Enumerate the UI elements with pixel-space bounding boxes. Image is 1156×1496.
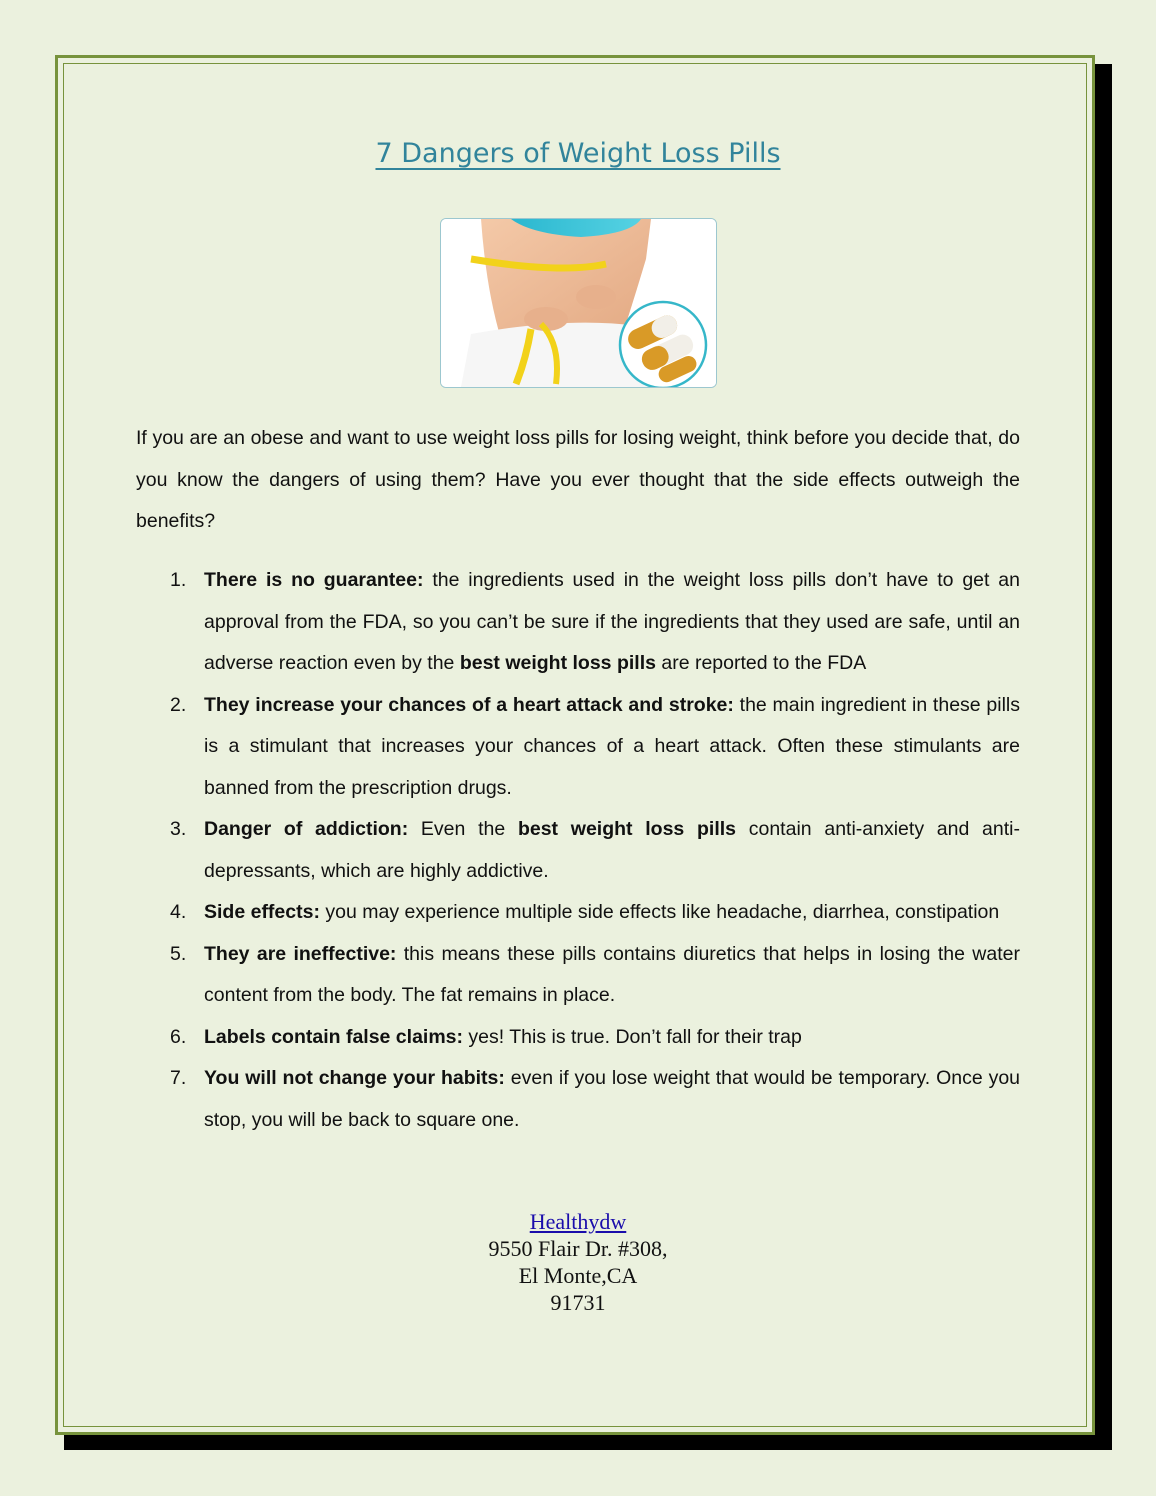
list-item: 4. Side effects: you may experience multiple side effects like headache, diarrhea, constipation — [170, 901, 1000, 923]
list-item: 1. There is no guarantee: the ingredients used in the weight loss pills don’t have to get an approval from the FDA, so you can’t be sure if the ingredients that they used are safe, until an adverse reaction even by the best weight loss pills are reported to the FDA — [170, 569, 1020, 674]
healthydw-link[interactable]: Healthydw — [529, 1209, 627, 1234]
address-line-1: 9550 Flair Dr. #308, — [488, 1236, 668, 1261]
zip-code: 91731 — [550, 1290, 606, 1315]
list-item: 2. They increase your chances of a heart attack and stroke: the main ingredient in these pills is a stimulant that increases your chances of a heart attack. Often these stimulants are banned from the prescription drugs. — [170, 693, 1021, 799]
hand-right — [576, 285, 616, 309]
hero-image — [440, 218, 717, 388]
page-title: 7 Dangers of Weight Loss Pills — [375, 138, 781, 169]
address-line-2: El Monte,CA — [518, 1263, 638, 1288]
list-item: 6. Labels contain false claims: yes! This is true. Don’t fall for their trap — [170, 1025, 802, 1048]
list-item: 5. They are ineffective: this means these pills contains diuretics that helps in losing the water content from the body. The fat remains in place. — [170, 942, 1020, 1006]
contact-block — [0, 1208, 1156, 1316]
intro-paragraph: If you are an obese and want to use weight loss pills for losing weight, think before you decide that, do you know the dangers of using them? Have you ever thought that the side effects outweigh the benefits? — [136, 427, 1020, 532]
list-item: 3. Danger of addiction: Even the best weight loss pills contain anti-anxiety and anti-depressants, which are highly addictive. — [170, 818, 1020, 882]
weight-loss-illustration — [441, 219, 716, 387]
list-item: 7. You will not change your habits: even if you lose weight that would be temporary. Once you stop, you will be back to square one. — [170, 1067, 1021, 1131]
dangers-list — [136, 560, 1020, 1141]
